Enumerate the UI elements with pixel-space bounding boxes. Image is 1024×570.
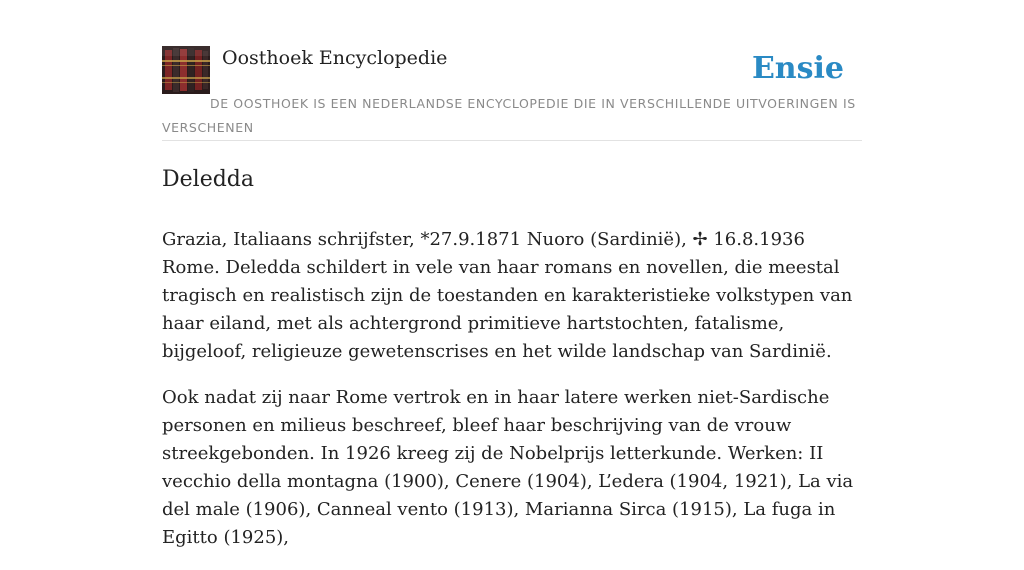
book-spines-icon xyxy=(162,46,210,94)
site-logo-avatar[interactable] xyxy=(162,46,210,94)
article-paragraph: Ook nadat zij naar Rome vertrok en in haar latere werken niet-Sardische personen en milieus beschreef, bleef haar beschrijving van de vrouw streekgebonden. In 1926 kreeg zij de Nobelprijs letterkunde. Werken: II vecchio della montagna (1900), Cenere (1904), L’edera (1904, 1921), La via del male (1906), Canneal vento (1913), Marianna Sirca (1915), La fuga in Egitto (1925), xyxy=(162,387,854,548)
article-content xyxy=(162,158,862,570)
brand-logo[interactable]: Ensie xyxy=(751,51,844,86)
site-tagline: DE OOSTHOEK IS EEN NEDERLANDSE ENCYCLOPEDIE DIE IN VERSCHILLENDE UITVOERINGEN IS VERSCHENEN xyxy=(162,96,856,135)
site-header xyxy=(162,46,862,141)
site-title[interactable]: Oosthoek Encyclopedie xyxy=(222,47,448,69)
article-paragraph: Grazia, Italiaans schrijfster, *27.9.1871 Nuoro (Sardinië), ✢ 16.8.1936 Rome. Deledda schildert in vele van haar romans en novellen, die meestal tragisch en realistisch zijn de toestanden en karakteristieke volkstypen van haar eiland, met als achtergrond primitieve hartstochten, fatalisme, bijgeloof, religieuze gewetenscrises en het wilde landschap van Sardinië. xyxy=(162,229,853,362)
article-title: Deledda xyxy=(162,167,254,192)
